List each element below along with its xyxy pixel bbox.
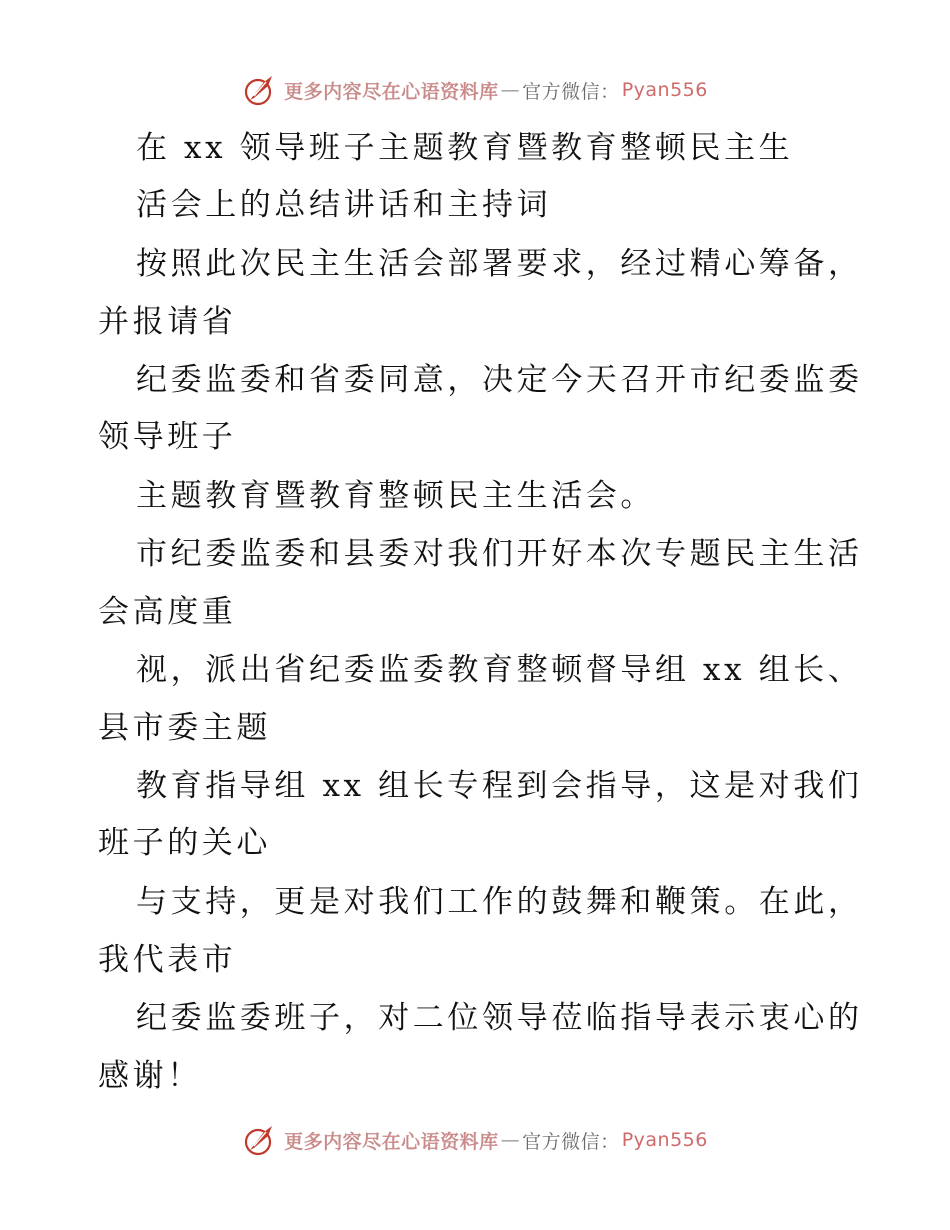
banner-sub-text: 官方微信	[522, 1130, 601, 1153]
document-title-line-2: 活会上的总结讲话和主持词	[136, 187, 552, 223]
paragraph-line: 按照此次民主生活会部署要求，经过精心筹备，	[136, 246, 863, 282]
paragraph-line: 县市委主题	[98, 710, 271, 746]
banner-main-text: 更多内容尽在心语资料库	[284, 80, 499, 103]
paragraph-line: 视，派出省纪委监委教育整顿督导组 xx 组长、	[136, 652, 863, 688]
banner-handle: Pyan556	[621, 1129, 708, 1151]
quill-pen-logo-icon	[242, 72, 278, 108]
banner-colon: ：	[600, 1130, 620, 1153]
paragraph-line: 我代表市	[98, 942, 237, 978]
banner-handle: Pyan556	[621, 79, 708, 101]
paragraph-line: 纪委监委和省委同意，决定今天召开市纪委监委	[136, 362, 863, 398]
paragraph-line: 感谢！	[98, 1058, 202, 1094]
quill-pen-logo-icon	[242, 1122, 278, 1158]
paragraph-line: 领导班子	[98, 419, 237, 455]
banner-colon: ：	[600, 80, 620, 103]
footer-banner	[0, 1120, 950, 1160]
paragraph-line: 与支持，更是对我们工作的鼓舞和鞭策。在此，	[136, 884, 863, 920]
banner-sub-text: 官方微信	[522, 80, 601, 103]
paragraph-line: 会高度重	[98, 594, 237, 630]
document-title-line-1: 在 xx 领导班子主题教育暨教育整顿民主生	[136, 130, 794, 166]
paragraph-line: 纪委监委班子，对二位领导莅临指导表示衷心的	[136, 1000, 863, 1036]
banner-dash: —	[500, 79, 521, 101]
paragraph-line: 并报请省	[98, 304, 237, 340]
paragraph-line: 教育指导组 xx 组长专程到会指导，这是对我们	[136, 768, 863, 804]
paragraph-line: 班子的关心	[98, 825, 271, 861]
header-banner	[0, 70, 950, 110]
banner-main-text: 更多内容尽在心语资料库	[284, 1130, 499, 1153]
banner-dash: —	[500, 1129, 521, 1151]
paragraph-line: 市纪委监委和县委对我们开好本次专题民主生活	[136, 536, 863, 572]
paragraph-line: 主题教育暨教育整顿民主生活会。	[136, 478, 655, 514]
